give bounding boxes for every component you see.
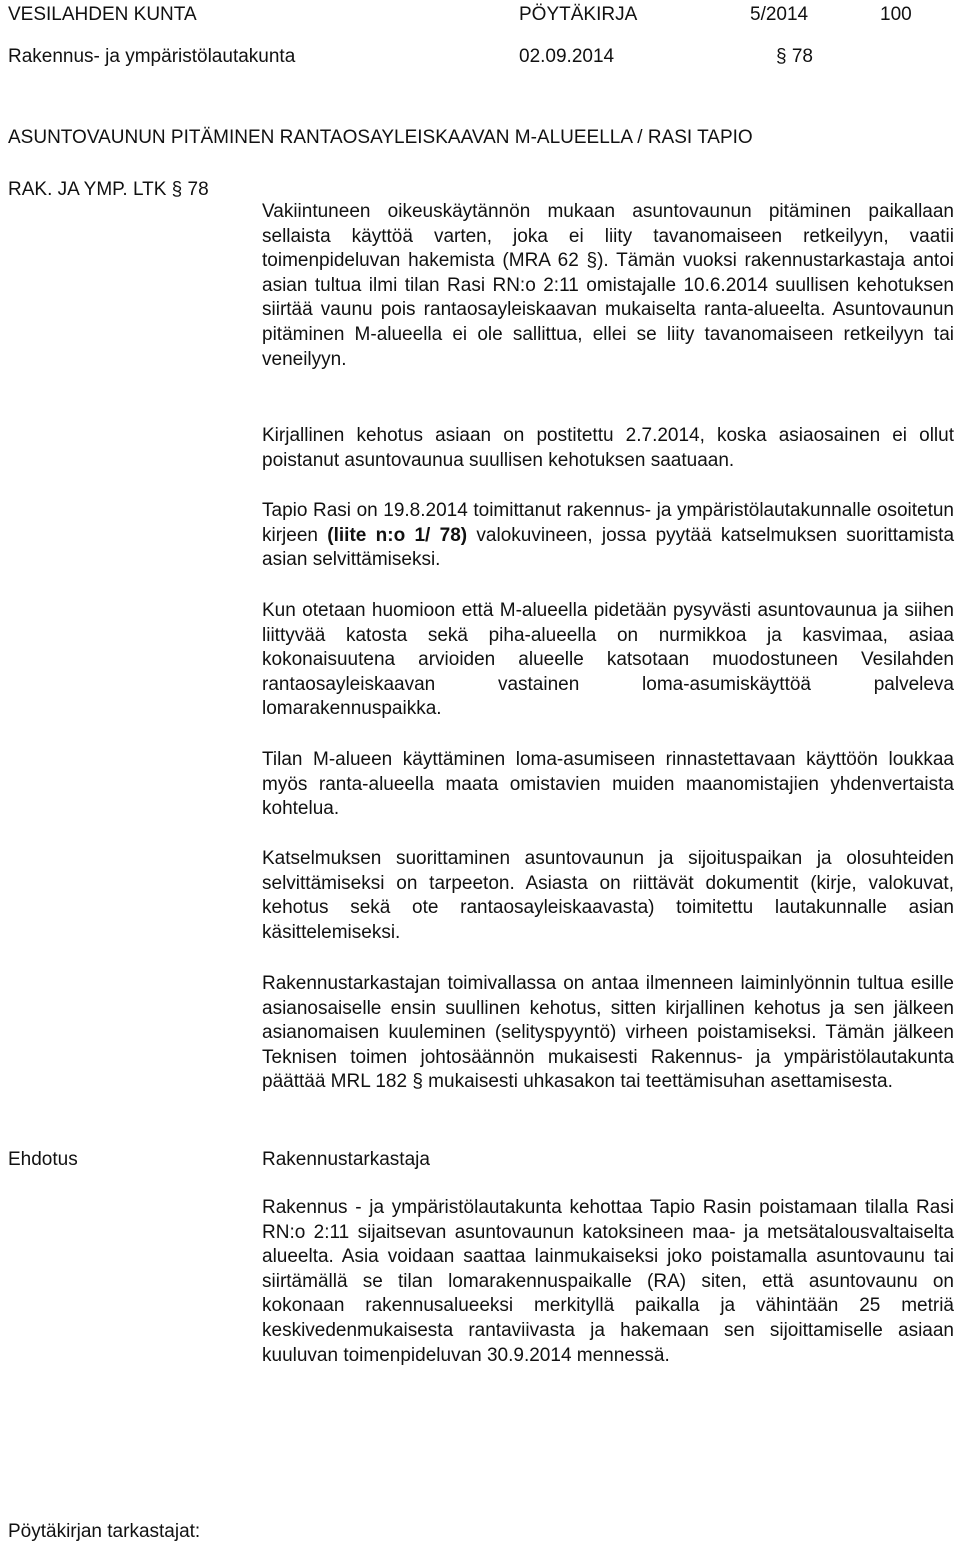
paragraph-1 xyxy=(262,200,954,372)
doc-type: PÖYTÄKIRJA xyxy=(519,4,638,25)
meeting-date: 02.09.2014 xyxy=(519,46,615,67)
section-reference: RAK. JA YMP. LTK § 78 xyxy=(8,179,209,200)
proposal-label: Ehdotus xyxy=(8,1149,78,1170)
paragraph-text-end: valokuvineen, jossa pyytää katselmuksen suorittamista asian selvittämiseksi. xyxy=(262,524,955,571)
paragraph-text: Vakiintuneen oikeuskäytännön mukaan asuntovaunun pitäminen paikallaan sellaista käyttöä varten, joka ei liity tavanomaiseen retkeilyyn, vaatii toimenpideluvan hakemista (MRA 62 §). Tämän vuoksi rakennustarkastaja antoi asian tultua ilmi tilan Rasi RN:o 2:11 omistajalle 10.6.2014 suullisen kehotuksen siirtää vaunu pois rantaosayleiskaavan mukaiselta ranta-alueelta. Asuntovaunun pitäminen M-alueella ei ole sallittua, ellei se liity tavanomaiseen retkeilyyn tai veneilyyn. xyxy=(262,201,954,370)
paragraph-text: Katselmuksen suorittaminen asuntovaunun ja sijoituspaikan ja olosuhteiden selvittämiseksi on tarpeeton. Asiasta on riittävät dokumentit (kirje, valokuvat, kehotus sekä ote rantaosayleiskaavasta) toimitettu lautakunnalle asian käsittelemiseksi. xyxy=(262,848,954,943)
minutes-reviewers-label: Pöytäkirjan tarkastajat: xyxy=(8,1521,201,1542)
paragraph-text: Kun otetaan huomioon että M-alueella pidetään pysyvästi asuntovaunua ja siihen liittyvää katosta sekä piha-alueella on nurmikkoa ja kasvimaa, asiaa kokonaisuutena arvioiden alueelle katsotaan muodostuneen Vesilahden rantaosayleiskaavan vastainen loma-asumiskäyttöä palveleva lomarakennuspaikka. xyxy=(262,600,954,720)
committee-name: Rakennus- ja ympäristölautakunta xyxy=(8,46,296,67)
paragraph-text-start: Tapio Rasi on 19.8.2014 toimittanut rakennus- ja ympäristölautakunnalle osoitetun kirjeen xyxy=(262,500,954,546)
paragraph-2 xyxy=(262,424,954,473)
paragraph-text xyxy=(262,499,954,573)
org-name: VESILAHDEN KUNTA xyxy=(8,4,197,25)
paragraph-text: Rakennus - ja ympäristölautakunta kehottaa Tapio Rasin poistamaan tilalla Rasi RN:o 2:11 sijaitsevan asuntovaunun katoksineen maa- ja metsätalousvaltaiselta alueelta. Asia voidaan saattaa lainmukaiseksi joko poistamalla asuntovaunu tai siirtämällä se tilan lomarakennuspaikalle (RA) siten, että asuntovaunu on kokonaan rakennusalueeksi merkityllä paikalla ja vähintään 25 metriä keskivedenmukaisesta rantaviivasta ja hakemaan sen sijoittamiselle asiaan kuuluvan toimenpideluvan 30.9.2014 mennessä. xyxy=(262,1197,954,1366)
doc-number: 5/2014 xyxy=(750,4,809,25)
paragraph-5 xyxy=(262,748,954,822)
paragraph-7 xyxy=(262,972,954,1095)
paragraph-text: Rakennustarkastajan toimivallassa on antaa ilmenneen laiminlyönnin tultua esille asianosaiselle ensin suullinen kehotus, sitten kirjallinen kehotus ja sen jälkeen asianomaisen kuuleminen (selityspyyntö) virheen poistamiseksi. Tämän jälkeen Teknisen toimen johtosäännön mukaisesti Rakennus- ja ympäristölautakunta päättää MRL 182 § mukaisesti uhkasakon tai teettämisuhan asettamisesta. xyxy=(262,973,954,1093)
page-number: 100 xyxy=(880,4,912,25)
section-number: § 78 xyxy=(776,46,813,67)
paragraph-text: Tilan M-alueen käyttäminen loma-asumiseen rinnastettavaan käyttöön loukkaa myös ranta-alueella maata omistavien muiden maanomistajien yhdenvertaista kohtelua. xyxy=(262,749,954,820)
proposer-name: Rakennustarkastaja xyxy=(262,1149,430,1170)
paragraph-text: Kirjallinen kehotus asiaan on postitettu 2.7.2014, koska asiaosainen ei ollut poistanut asuntovaunua suullisen kehotuksen saatuaan. xyxy=(262,425,954,471)
paragraph-8 xyxy=(262,1196,954,1368)
attachment-reference: (liite n:o 1/ 78) xyxy=(327,524,468,546)
paragraph-4 xyxy=(262,599,954,722)
paragraph-3 xyxy=(262,499,954,573)
page-title: ASUNTOVAUNUN PITÄMINEN RANTAOSAYLEISKAAVAN M-ALUEELLA / RASI TAPIO xyxy=(8,127,753,148)
paragraph-6 xyxy=(262,847,954,945)
